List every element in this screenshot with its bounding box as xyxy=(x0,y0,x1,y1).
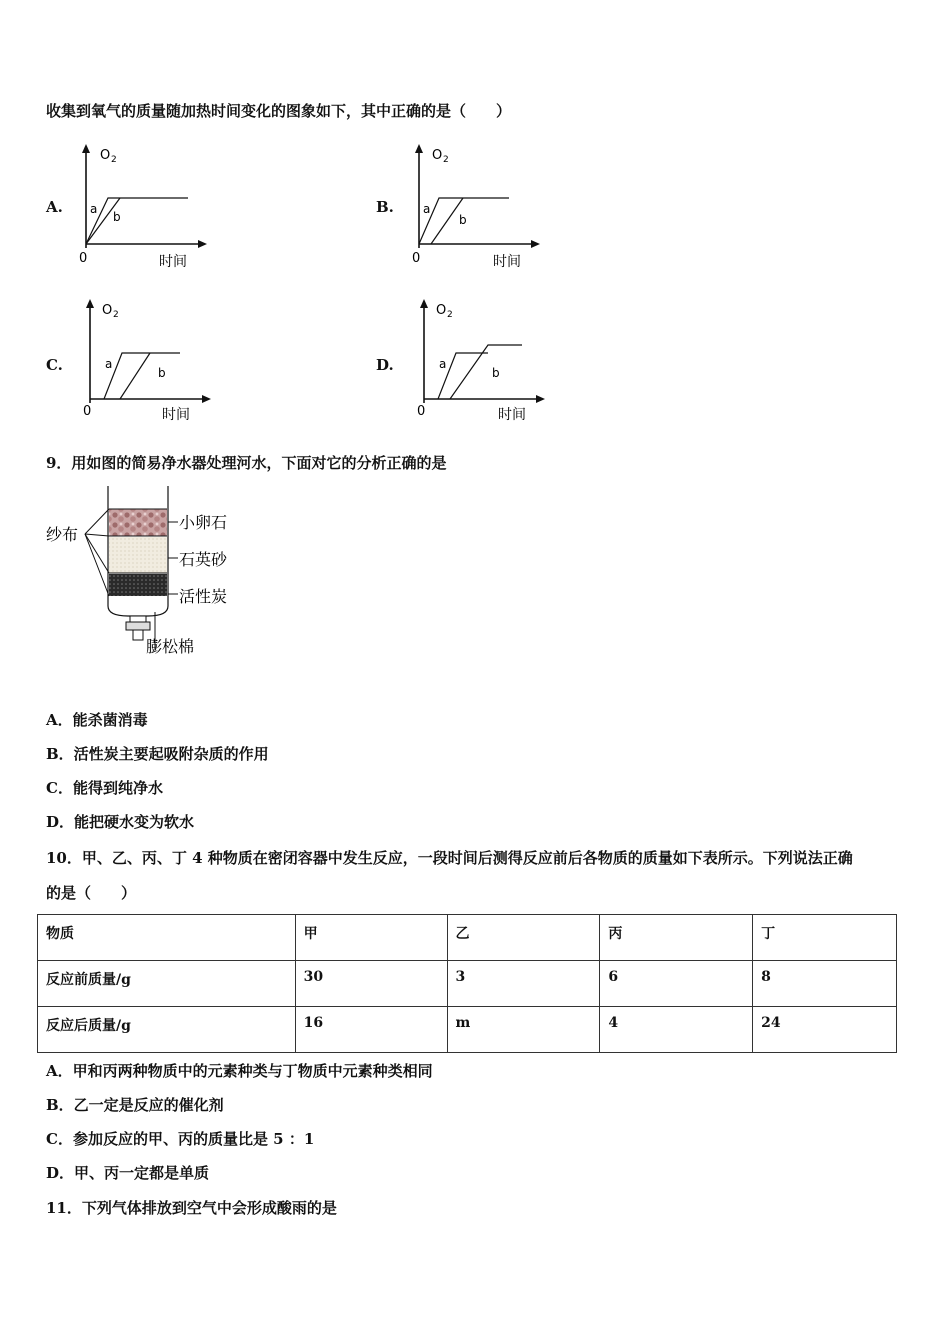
q10-stem-line2: 的是（ ） xyxy=(46,884,137,902)
water-filter-diagram xyxy=(40,482,250,662)
q11-stem: 11．下列气体排放到空气中会形成酸雨的是 xyxy=(46,1199,337,1217)
q8-graph-c xyxy=(74,295,224,427)
label-pebble: 小卵石 xyxy=(179,513,228,532)
table-header-cell: 丁 xyxy=(753,915,897,961)
q8-c-origin: 0 xyxy=(83,404,92,419)
q8-c-x-label: 时间 xyxy=(162,407,190,423)
q8-a-x-label: 时间 xyxy=(159,254,187,270)
table-header-cell: 丙 xyxy=(600,915,753,961)
q8-graph-d xyxy=(408,295,558,427)
table-row xyxy=(38,1007,897,1053)
q8-option-c-letter[interactable]: C. xyxy=(46,356,63,374)
q10-option-b[interactable]: B．乙一定是反应的催化剂 xyxy=(46,1096,224,1114)
q8-option-a-letter[interactable]: A. xyxy=(46,198,63,216)
q8-stem: 收集到氧气的质量随加热时间变化的图象如下，其中正确的是（ ） xyxy=(46,102,512,120)
q8-graph-b xyxy=(403,140,553,272)
q8-d-label-b: b xyxy=(492,366,500,380)
q9-option-d[interactable]: D．能把硬水变为软水 xyxy=(46,813,195,831)
label-carbon: 活性炭 xyxy=(179,587,228,606)
q8-a-label-b: b xyxy=(113,210,121,224)
q10-option-a[interactable]: A．甲和丙两种物质中的元素种类与丁物质中元素种类相同 xyxy=(46,1062,433,1080)
q8-d-origin: 0 xyxy=(417,404,426,419)
table-cell: 24 xyxy=(753,1007,897,1053)
table-header-cell: 物质 xyxy=(38,915,296,961)
q8-a-label-a: a xyxy=(90,202,98,216)
table-cell: 30 xyxy=(295,961,447,1007)
q8-a-y-label: O xyxy=(100,148,111,163)
q8-a-origin: 0 xyxy=(79,251,88,266)
q10-mass-table xyxy=(37,914,897,1053)
q8-b-origin: 0 xyxy=(412,251,421,266)
q9-stem: 9．用如图的简易净水器处理河水，下面对它的分析正确的是 xyxy=(46,454,447,472)
q8-b-y-sub: 2 xyxy=(443,155,449,165)
q8-c-label-b: b xyxy=(158,366,166,380)
q9-option-c[interactable]: C．能得到纯净水 xyxy=(46,779,163,797)
q8-b-x-label: 时间 xyxy=(493,254,521,270)
q10-stem-line1: 10．甲、乙、丙、丁 4 种物质在密闭容器中发生反应，一段时间后测得反应前后各物质的质量如下表所示。下列说法正确 xyxy=(46,849,853,867)
q9-option-a[interactable]: A．能杀菌消毒 xyxy=(46,711,148,729)
label-cotton: 膨松棉 xyxy=(146,637,195,656)
table-cell: 3 xyxy=(447,961,600,1007)
q8-d-label-a: a xyxy=(439,357,447,371)
q9-option-b[interactable]: B．活性炭主要起吸附杂质的作用 xyxy=(46,745,269,763)
q8-d-y-label: O xyxy=(436,303,447,318)
q10-option-d[interactable]: D．甲、丙一定都是单质 xyxy=(46,1164,210,1182)
q8-option-d-letter[interactable]: D. xyxy=(376,356,394,374)
table-header-cell: 乙 xyxy=(447,915,600,961)
table-header-cell: 甲 xyxy=(295,915,447,961)
q8-option-b-letter[interactable]: B. xyxy=(376,198,394,216)
q8-b-label-b: b xyxy=(459,213,467,227)
table-row xyxy=(38,961,897,1007)
label-gauze: 纱布 xyxy=(46,525,79,544)
table-cell: 8 xyxy=(753,961,897,1007)
table-cell: 6 xyxy=(600,961,753,1007)
table-header-row xyxy=(38,915,897,961)
q10-option-c[interactable]: C．参加反应的甲、丙的质量比是 5 ：1 xyxy=(46,1130,315,1148)
q8-c-label-a: a xyxy=(105,357,113,371)
q8-a-y-sub: 2 xyxy=(111,155,117,165)
q8-d-x-label: 时间 xyxy=(498,407,526,423)
q8-b-label-a: a xyxy=(423,202,431,216)
table-cell: 反应后质量/g xyxy=(38,1007,296,1053)
table-cell: 4 xyxy=(600,1007,753,1053)
q8-c-y-label: O xyxy=(102,303,113,318)
table-cell: 16 xyxy=(295,1007,447,1053)
q8-b-y-label: O xyxy=(432,148,443,163)
q8-graph-a xyxy=(70,140,220,272)
table-cell: m xyxy=(447,1007,600,1053)
q8-d-y-sub: 2 xyxy=(447,310,453,320)
table-cell: 反应前质量/g xyxy=(38,961,296,1007)
label-sand: 石英砂 xyxy=(179,550,228,569)
q8-c-y-sub: 2 xyxy=(113,310,119,320)
